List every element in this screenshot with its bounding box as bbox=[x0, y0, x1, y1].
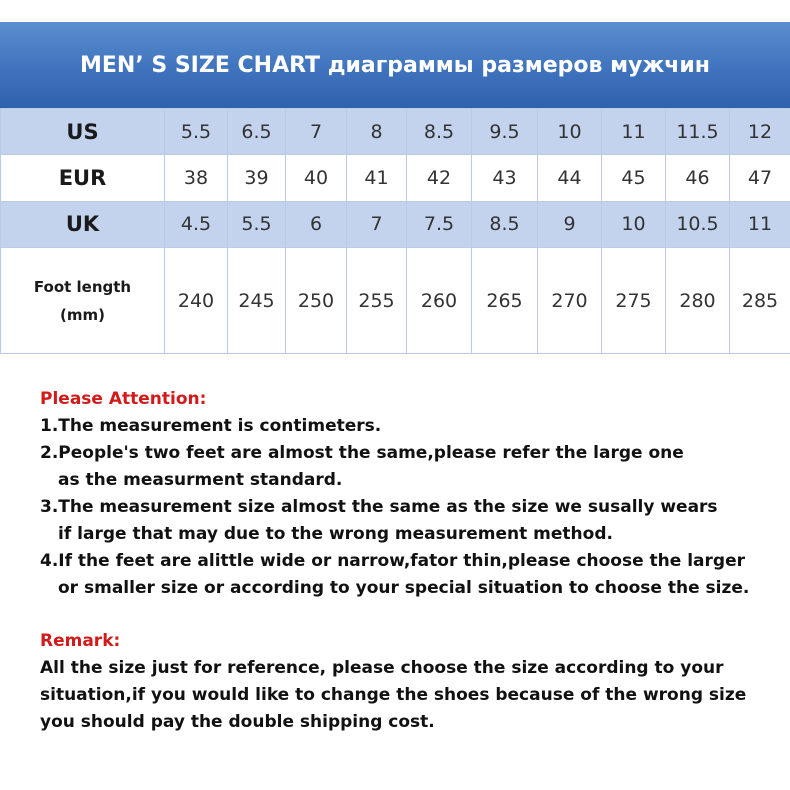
size-cell: 265 bbox=[472, 248, 538, 354]
size-cell: 10 bbox=[538, 109, 602, 155]
size-row-uk bbox=[1, 201, 790, 247]
remark-line: All the size just for reference, please choose the size according to your bbox=[40, 658, 724, 678]
row-label: US bbox=[1, 109, 165, 155]
row-label: EUR bbox=[1, 155, 165, 201]
size-row-us bbox=[1, 109, 790, 155]
size-row-eur bbox=[1, 155, 790, 201]
size-cell: 45 bbox=[602, 155, 666, 201]
attention-item-continued: if large that may due to the wrong measurement method. bbox=[58, 524, 613, 544]
size-cell: 7.5 bbox=[407, 201, 472, 247]
size-cell: 46 bbox=[666, 155, 730, 201]
size-cell: 11.5 bbox=[666, 109, 730, 155]
size-cell: 40 bbox=[286, 155, 347, 201]
attention-item-continued: as the measurment standard. bbox=[58, 470, 343, 490]
size-cell: 44 bbox=[538, 155, 602, 201]
row-label: UK bbox=[1, 201, 165, 247]
attention-item: 2.People's two feet are almost the same,please refer the large one bbox=[40, 443, 684, 463]
size-cell: 255 bbox=[347, 248, 407, 354]
size-cell: 4.5 bbox=[165, 201, 228, 247]
section-spacer bbox=[40, 602, 780, 628]
size-cell: 245 bbox=[228, 248, 286, 354]
size-cell: 47 bbox=[730, 155, 790, 201]
size-cell: 10.5 bbox=[666, 201, 730, 247]
size-chart-table bbox=[0, 108, 790, 354]
size-cell: 275 bbox=[602, 248, 666, 354]
size-cell: 39 bbox=[228, 155, 286, 201]
attention-item: 4.If the feet are alittle wide or narrow,fator thin,please choose the larger bbox=[40, 551, 745, 571]
remark-heading: Remark: bbox=[40, 631, 121, 651]
size-cell: 280 bbox=[666, 248, 730, 354]
size-cell: 270 bbox=[538, 248, 602, 354]
size-cell: 9.5 bbox=[472, 109, 538, 155]
notes-section bbox=[40, 386, 780, 736]
size-cell: 11 bbox=[730, 201, 790, 247]
size-cell: 8 bbox=[347, 109, 407, 155]
attention-item-continued: or smaller size or according to your special situation to choose the size. bbox=[58, 578, 750, 598]
size-cell: 10 bbox=[602, 201, 666, 247]
row-label bbox=[1, 248, 165, 354]
row-label-unit: (mm) bbox=[60, 305, 105, 324]
size-cell: 6 bbox=[286, 201, 347, 247]
size-cell: 9 bbox=[538, 201, 602, 247]
size-cell: 8.5 bbox=[472, 201, 538, 247]
size-cell: 285 bbox=[730, 248, 790, 354]
size-cell: 12 bbox=[730, 109, 790, 155]
size-cell: 6.5 bbox=[228, 109, 286, 155]
size-cell: 5.5 bbox=[165, 109, 228, 155]
size-cell: 8.5 bbox=[407, 109, 472, 155]
size-cell: 250 bbox=[286, 248, 347, 354]
size-cell: 43 bbox=[472, 155, 538, 201]
size-cell: 5.5 bbox=[228, 201, 286, 247]
size-cell: 11 bbox=[602, 109, 666, 155]
size-cell: 41 bbox=[347, 155, 407, 201]
size-cell: 240 bbox=[165, 248, 228, 354]
row-label-line: Foot length bbox=[33, 277, 132, 296]
size-cell: 7 bbox=[347, 201, 407, 247]
remark-line: you should pay the double shipping cost. bbox=[40, 712, 435, 732]
size-cell: 42 bbox=[407, 155, 472, 201]
remark-line: situation,if you would like to change the shoes because of the wrong size bbox=[40, 685, 747, 705]
size-cell: 38 bbox=[165, 155, 228, 201]
size-chart-title-bar bbox=[0, 22, 790, 108]
size-cell: 7 bbox=[286, 109, 347, 155]
size-chart-title: MEN’ S SIZE CHART диаграммы размеров мужчин bbox=[79, 52, 711, 78]
attention-heading: Please Attention: bbox=[40, 389, 207, 409]
size-cell: 260 bbox=[407, 248, 472, 354]
attention-item: 3.The measurement size almost the same as the size we susally wears bbox=[40, 497, 718, 517]
size-row-foot-length bbox=[1, 248, 790, 354]
attention-item: 1.The measurement is contimeters. bbox=[40, 416, 382, 436]
